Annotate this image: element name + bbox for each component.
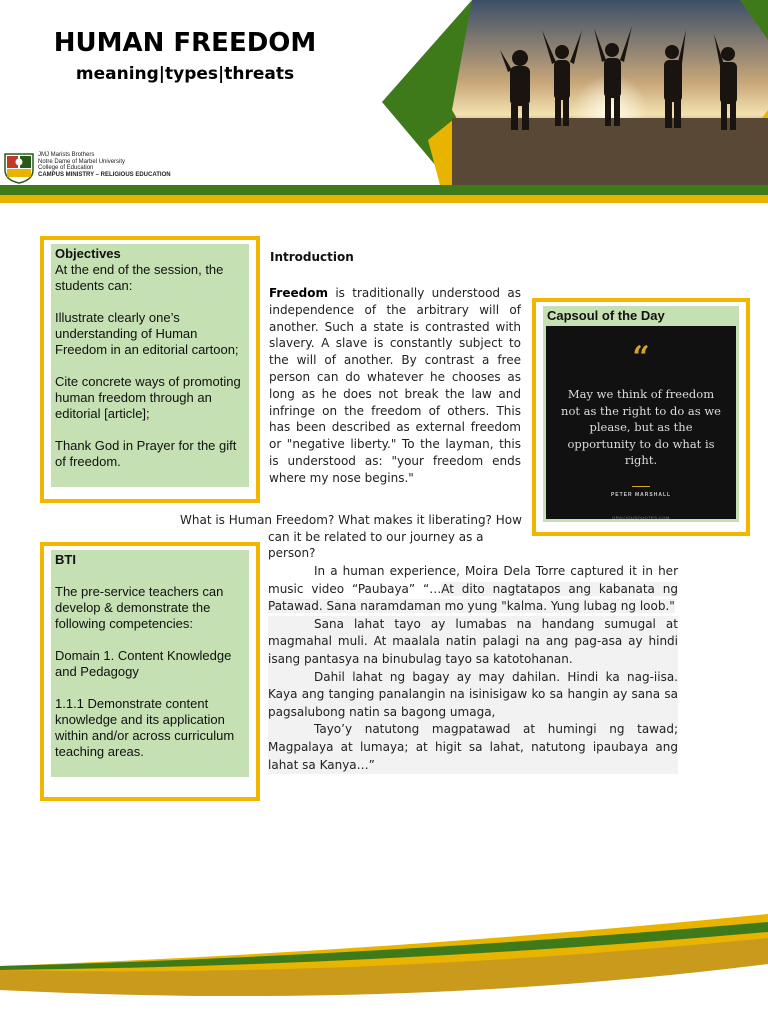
story-p1-highlight: At dito nagtatapos ang kabanata ng Patawad. Sana naramdaman mo yung "kalma. Yung lubag ng loob." [268, 581, 678, 614]
objectives-box [40, 236, 260, 503]
story-paragraph: Sana lahat tayo ay lumabas na handang sumugal at magmahal muli. At maalala natin palagi na ang pag-asa ay hindi isang pantasya na binubulag tayo sa katotohanan. [268, 616, 678, 669]
story-paragraph: Dahil lahat ng bagay ay may dahilan. Hindi ka nag-iisa. Kaya ang tanging panalangin na isinisigaw ko sa hangin ay sana sa pagsalubong natin sa bagong umaga, [268, 669, 678, 722]
page-title: HUMAN FREEDOM [53, 28, 317, 58]
objectives-intro: At the end of the session, the students can: [55, 262, 224, 293]
introduction-heading: Introduction [270, 250, 354, 264]
quote-source: GRACIOUSQUOTES.COM [612, 515, 670, 520]
bti-paragraph: Domain 1. Content Knowledge and Pedagogy [55, 648, 232, 679]
page-subtitle: meaning|types|threats [75, 64, 295, 84]
objective-item: Illustrate clearly one’s understanding of Human Freedom in an editorial cartoon; [55, 310, 239, 357]
story-paragraph [268, 563, 678, 616]
bti-paragraph: The pre-service teachers can develop & demonstrate the following competencies: [55, 584, 224, 631]
institution-line: JMJ Marists Brothers [38, 152, 95, 158]
header-band-green [0, 185, 768, 195]
quote-mark-icon: “ [632, 340, 650, 375]
quote-text: May we think of freedom not as the right to do as we please, but as the opportunity to do what is right. [561, 387, 721, 467]
capsoul-box [532, 298, 750, 536]
slavery-word: slavery [269, 336, 311, 351]
lead-word: Freedom [269, 286, 328, 300]
objectives-content [51, 244, 249, 487]
footer-swoosh-graphic [0, 900, 768, 1024]
quote-author: PETER MARSHALL [610, 492, 672, 498]
objective-item: Thank God in Prayer for the gift of freedom. [55, 438, 237, 469]
university-logo-icon [3, 150, 35, 184]
bti-paragraph: 1.1.1 Demonstrate content knowledge and its application within and/or across curriculum teaching areas. [55, 696, 235, 759]
quote-divider [632, 486, 650, 487]
institution-block [38, 152, 171, 178]
capsoul-content [543, 306, 739, 522]
question-line: What is Human Freedom? What makes it liberating? How [180, 513, 522, 527]
intro-body-2: . A slave is constantly subject to the will of another. By contrast a free person can do whatever he chooses as long as he does not break the law and infringe on the freedom of others. This has been described as external freedom or "negative liberty." To the layman, this is understood as: "your freedom ends where my nose begins." [269, 336, 521, 485]
bti-box [40, 542, 260, 801]
institution-line: College of Education [38, 165, 94, 171]
intro-body-1: is traditionally understood as independence of the arbitrary will of another. Such a state is contrasted with [269, 286, 521, 334]
bti-content [51, 550, 249, 777]
header-band-gold [0, 195, 768, 203]
bti-heading: BTI [55, 552, 76, 567]
story-paragraph: Tayo’y natutong magpatawad at humingi ng tawad; Magpalaya at lumaya; at higit sa lahat, natutong ipaubaya ang lahat sa Kanya…” [268, 721, 678, 774]
story-text [268, 563, 678, 774]
guide-questions [180, 512, 522, 562]
objectives-heading: Objectives [55, 246, 121, 261]
introduction-text [269, 285, 521, 487]
header-photo-graphic [380, 0, 768, 190]
story-p1-plain: In a human experience, Moira Dela Torre captured it in her music video “Paubaya” “… [268, 564, 678, 596]
question-line: can it be related to our journey as a person? [268, 529, 484, 560]
objective-item: Cite concrete ways of promoting human freedom through an editorial [article]; [55, 374, 241, 421]
capsoul-heading: Capsoul of the Day [547, 308, 665, 323]
quote-card [546, 326, 736, 519]
institution-line: CAMPUS MINISTRY – RELIGIOUS EDUCATION [38, 171, 171, 178]
institution-line: Notre Dame of Marbel University [38, 158, 126, 165]
